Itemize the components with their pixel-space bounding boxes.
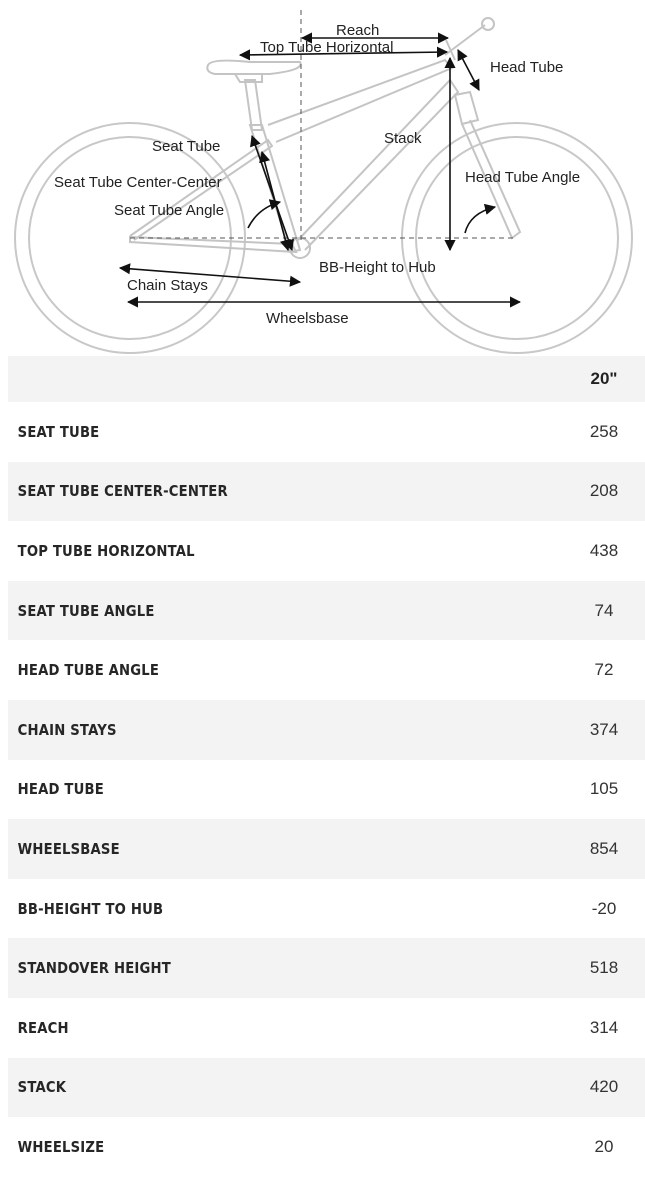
row-label: WHEELSIZE — [17, 1137, 105, 1156]
bike-geometry-diagram — [0, 0, 645, 360]
table-row — [8, 700, 645, 760]
label-wheelsbase: Wheelsbase — [266, 310, 349, 327]
row-label: WHEELSBASE — [17, 839, 120, 858]
row-value: 854 — [589, 838, 619, 858]
table-header-row — [8, 356, 645, 402]
row-value: 72 — [594, 660, 614, 680]
row-value: 20 — [594, 1136, 614, 1156]
row-value: 518 — [589, 958, 619, 978]
size-header: 20" — [590, 369, 618, 388]
row-label: REACH — [17, 1018, 69, 1037]
table-row — [8, 640, 645, 700]
row-label: HEAD TUBE — [17, 780, 104, 799]
table-row — [8, 521, 645, 581]
table-row — [8, 462, 645, 522]
row-label: BB-HEIGHT TO HUB — [17, 899, 164, 918]
label-seat-tube: Seat Tube — [152, 138, 221, 155]
label-reach: Reach — [336, 22, 380, 39]
row-label: STANDOVER HEIGHT — [17, 959, 171, 978]
label-top-tube-horizontal: Top Tube Horizontal — [260, 39, 394, 56]
table-row — [8, 1117, 645, 1177]
row-label: SEAT TUBE CENTER-CENTER — [17, 482, 228, 501]
row-label: STACK — [17, 1078, 67, 1097]
row-label: HEAD TUBE ANGLE — [17, 661, 160, 680]
seatpost-and-saddle — [207, 61, 300, 130]
table-row — [8, 879, 645, 939]
row-value: 374 — [589, 719, 619, 739]
row-value: 208 — [589, 481, 619, 501]
label-seat-tube-center-center: Seat Tube Center-Center — [54, 174, 222, 191]
table-row — [8, 938, 645, 998]
row-label: SEAT TUBE ANGLE — [17, 601, 155, 620]
geometry-table — [8, 356, 645, 1177]
label-head-tube: Head Tube — [490, 59, 564, 76]
table-row — [8, 760, 645, 820]
table-row — [8, 998, 645, 1058]
label-stack: Stack — [384, 130, 422, 147]
row-value: 105 — [589, 779, 619, 799]
label-seat-tube-angle: Seat Tube Angle — [114, 202, 225, 219]
row-value: 258 — [589, 421, 619, 441]
row-label: TOP TUBE HORIZONTAL — [17, 541, 195, 560]
row-label: CHAIN STAYS — [17, 720, 117, 739]
row-value: 314 — [589, 1017, 619, 1037]
label-head-tube-angle: Head Tube Angle — [465, 169, 581, 186]
table-row — [8, 402, 645, 462]
row-value: 420 — [589, 1077, 619, 1097]
row-label: SEAT TUBE — [17, 422, 100, 441]
table-row — [8, 581, 645, 641]
row-value: 438 — [589, 540, 619, 560]
label-bb-height-to-hub: BB-Height to Hub — [319, 259, 436, 276]
row-value: -20 — [591, 898, 617, 918]
label-chain-stays: Chain Stays — [127, 277, 208, 294]
table-row — [8, 819, 645, 879]
table-row — [8, 1058, 645, 1118]
row-value: 74 — [594, 600, 614, 620]
